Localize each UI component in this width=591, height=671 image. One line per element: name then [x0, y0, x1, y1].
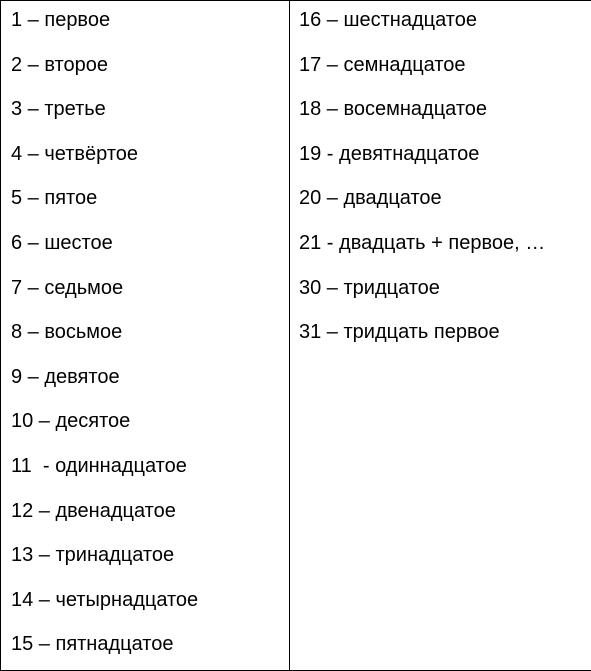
ordinal-item-2: 2 – второе	[1, 46, 289, 91]
ordinal-item-14: 14 – четырнадцатое	[1, 581, 289, 626]
ordinal-item-20: 20 – двадцатое	[290, 179, 591, 224]
ordinal-item-13: 13 – тринадцатое	[1, 536, 289, 581]
ordinal-item-8: 8 – восьмое	[1, 313, 289, 358]
table-row	[1, 1, 591, 671]
ordinal-item-4: 4 – четвёртое	[1, 135, 289, 180]
ordinal-item-19: 19 - девятнадцатое	[290, 135, 591, 180]
ordinal-item-1: 1 – первое	[1, 1, 289, 46]
ordinal-item-31: 31 – тридцать первое	[290, 313, 591, 358]
ordinal-item-17: 17 – семнадцатое	[290, 46, 591, 91]
ordinal-item-5: 5 – пятое	[1, 179, 289, 224]
ordinal-item-16: 16 – шестнадцатое	[290, 1, 591, 46]
ordinal-item-21: 21 - двадцать + первое, …	[290, 224, 591, 269]
ordinal-item-10: 10 – десятое	[1, 402, 289, 447]
left-column-list	[1, 1, 289, 670]
right-column-cell	[290, 1, 591, 671]
ordinal-item-6: 6 – шестое	[1, 224, 289, 269]
ordinal-item-9: 9 – девятое	[1, 358, 289, 403]
ordinal-item-3: 3 – третье	[1, 90, 289, 135]
ordinal-item-18: 18 – восемнадцатое	[290, 90, 591, 135]
ordinal-item-12: 12 – двенадцатое	[1, 492, 289, 537]
ordinal-item-7: 7 – седьмое	[1, 269, 289, 314]
ordinal-item-15: 15 – пятнадцатое	[1, 625, 289, 670]
ordinal-item-11: 11 - одиннадцатое	[1, 447, 289, 492]
right-column-list	[290, 1, 591, 358]
left-column-cell	[1, 1, 290, 671]
ordinal-item-30: 30 – тридцатое	[290, 269, 591, 314]
